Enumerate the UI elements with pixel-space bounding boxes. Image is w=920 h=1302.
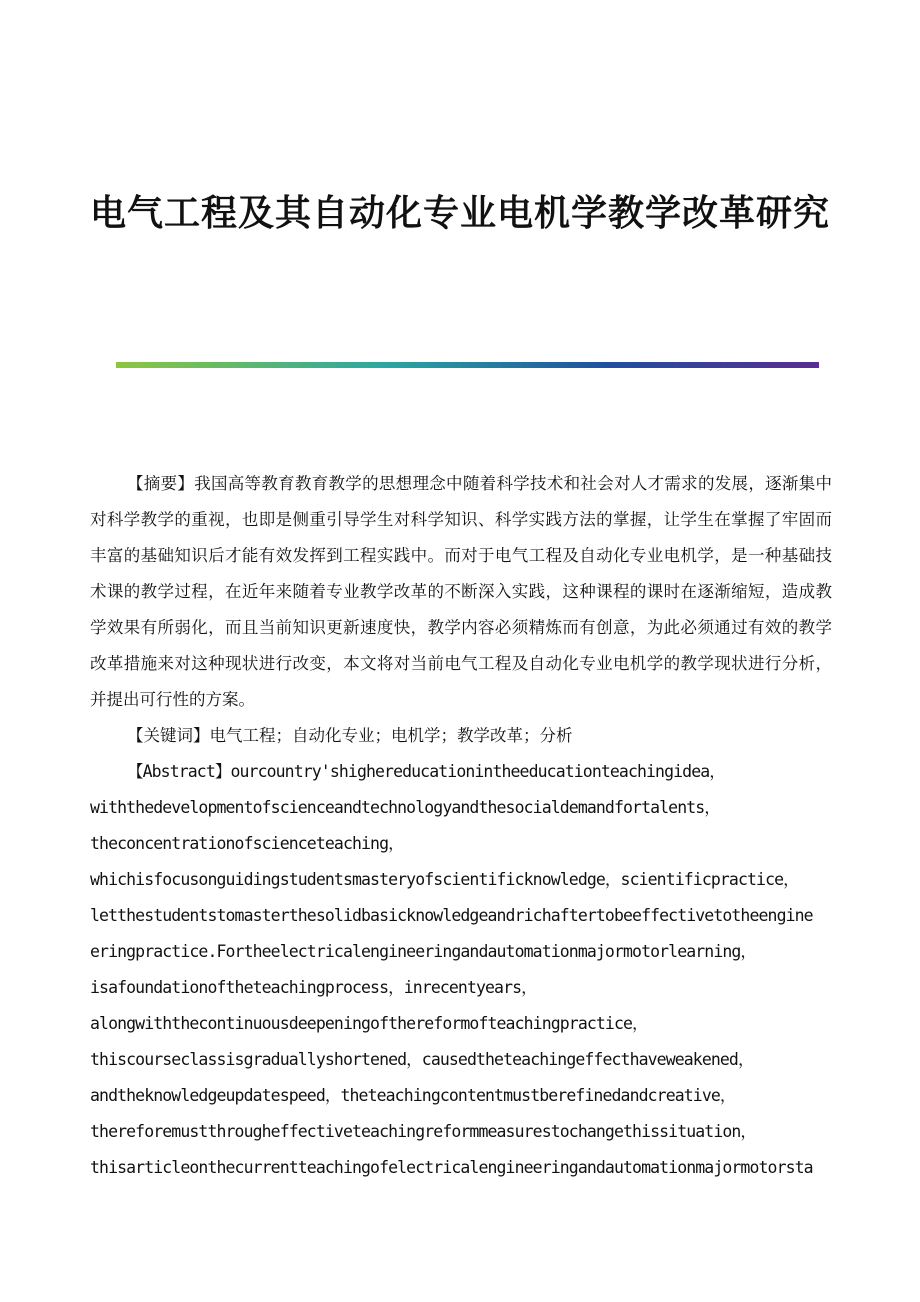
document-title: 电气工程及其自动化专业电机学教学改革研究 — [90, 192, 831, 234]
abstract-line: isafoundationoftheteachingprocess，inrecentyears， — [90, 978, 537, 997]
document-body — [90, 466, 832, 1186]
abstract-line: thereforemustthrougheffectiveteachingreformmeasurestochangethissituation， — [90, 1122, 757, 1141]
abstract-line: andtheknowledgeupdatespeed，theteachingcontentmustberefinedandcreative， — [90, 1086, 736, 1105]
abstract-line: 【Abstract】ourcountry'shighereducationintheeducationteachingidea， — [127, 762, 725, 781]
abstract-line: thiscourseclassisgraduallyshortened，causedtheteachingeffecthaveweakened， — [90, 1050, 754, 1069]
title-divider — [116, 362, 819, 368]
abstract-paragraph — [90, 754, 832, 1186]
abstract-line: theconcentrationofscienceteaching， — [90, 834, 404, 853]
abstract-line: whichisfocusonguidingstudentsmasteryofscientificknowledge，scientificpractice， — [90, 870, 799, 889]
keywords-paragraph: 【关键词】电气工程；自动化专业；电机学；教学改革；分析 — [127, 726, 573, 745]
abstract-line: alongwiththecontinuousdeepeningofthereformofteachingpractice， — [90, 1014, 648, 1033]
abstract-line: letthestudentstomasterthesolidbasicknowledgeandrichaftertobeeffectivetotheengine — [90, 906, 813, 925]
abstract-line: withthedevelopmentofscienceandtechnologyandthesocialdemandfortalents， — [90, 798, 720, 817]
abstract-line: thisarticleonthecurrentteachingofelectricalengineeringandautomationmajormotorsta — [90, 1158, 813, 1177]
summary-paragraph: 【摘要】我国高等教育教育教学的思想理念中随着科学技术和社会对人才需求的发展，逐渐集中对科学教学的重视，也即是侧重引导学生对科学知识、科学实践方法的掌握，让学生在掌握了牢固而丰富的基础知识后才能有效发挥到工程实践中。而对于电气工程及自动化专业电机学，是一种基础技术课的教学过程，在近年来随着专业教学改革的不断深入实践，这种课程的课时在逐渐缩短，造成教学效果有所弱化，而且当前知识更新速度快，教学内容必须精炼而有创意，为此必须通过有效的教学改革措施来对这种现状进行改变，本文将对当前电气工程及自动化专业电机学的教学现状进行分析，并提出可行性的方案。 — [90, 474, 832, 709]
abstract-line: eringpractice.Fortheelectricalengineeringandautomationmajormotorlearning， — [90, 942, 757, 961]
